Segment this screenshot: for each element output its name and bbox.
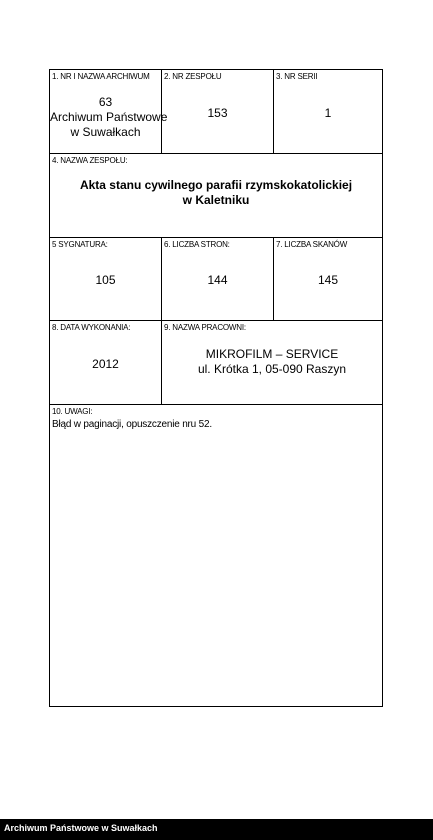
workshop-value	[162, 347, 382, 377]
cell-fonds-number	[162, 70, 274, 153]
row-production	[50, 321, 382, 405]
date-made-label: 8. DATA WYKONANIA:	[52, 323, 131, 332]
row-archive	[50, 70, 382, 154]
cell-scans-count	[274, 238, 382, 320]
archive-number: 63	[98, 95, 113, 109]
scans-count-value: 145	[317, 273, 339, 287]
workshop-line1: MIKROFILM – SERVICE	[205, 347, 339, 361]
series-number-label: 3. NR SERII	[276, 72, 318, 81]
fonds-name-line1: Akta stanu cywilnego parafii rzymskokatolickiej	[79, 178, 353, 192]
footer-bar	[0, 819, 433, 840]
fonds-name-value	[50, 178, 382, 208]
cell-series-number	[274, 70, 382, 153]
cell-date-made	[50, 321, 162, 404]
archive-name-line2: w Suwałkach	[70, 125, 141, 139]
pages-count-value: 144	[207, 273, 228, 287]
scans-count-label: 7. LICZBA SKANÓW	[276, 240, 348, 249]
cell-workshop	[162, 321, 382, 404]
cell-archive	[50, 70, 168, 153]
metadata-card	[49, 69, 383, 707]
cell-pages-count	[162, 238, 274, 320]
fonds-number-label: 2. NR ZESPOŁU	[164, 72, 222, 81]
series-number-value: 1	[324, 106, 332, 120]
remarks-text: Błąd w paginacji, opuszczenie nru 52.	[52, 419, 212, 430]
fonds-number-value: 153	[207, 106, 228, 120]
row-counts	[50, 238, 382, 321]
date-made-value: 2012	[92, 357, 119, 371]
footer-text: Archiwum Państwowe w Suwałkach	[4, 823, 158, 833]
archive-label: 1. NR I NAZWA ARCHIWUM	[52, 72, 150, 81]
signature-value: 105	[95, 273, 116, 287]
row-fonds-name	[50, 154, 382, 238]
pages-count-label: 6. LICZBA STRON:	[164, 240, 230, 249]
fonds-name-label: 4. NAZWA ZESPOŁU:	[52, 156, 128, 165]
archive-value	[50, 95, 168, 140]
row-remarks	[50, 405, 382, 706]
fonds-name-line2: w Kaletniku	[182, 193, 250, 207]
workshop-line2: ul. Krótka 1, 05-090 Raszyn	[197, 362, 347, 376]
remarks-label: 10. UWAGI:	[52, 407, 93, 416]
cell-signature	[50, 238, 162, 320]
workshop-label: 9. NAZWA PRACOWNI:	[164, 323, 246, 332]
archive-name-line1: Archiwum Państwowe	[50, 110, 168, 124]
signature-label: 5 SYGNATURA:	[52, 240, 108, 249]
